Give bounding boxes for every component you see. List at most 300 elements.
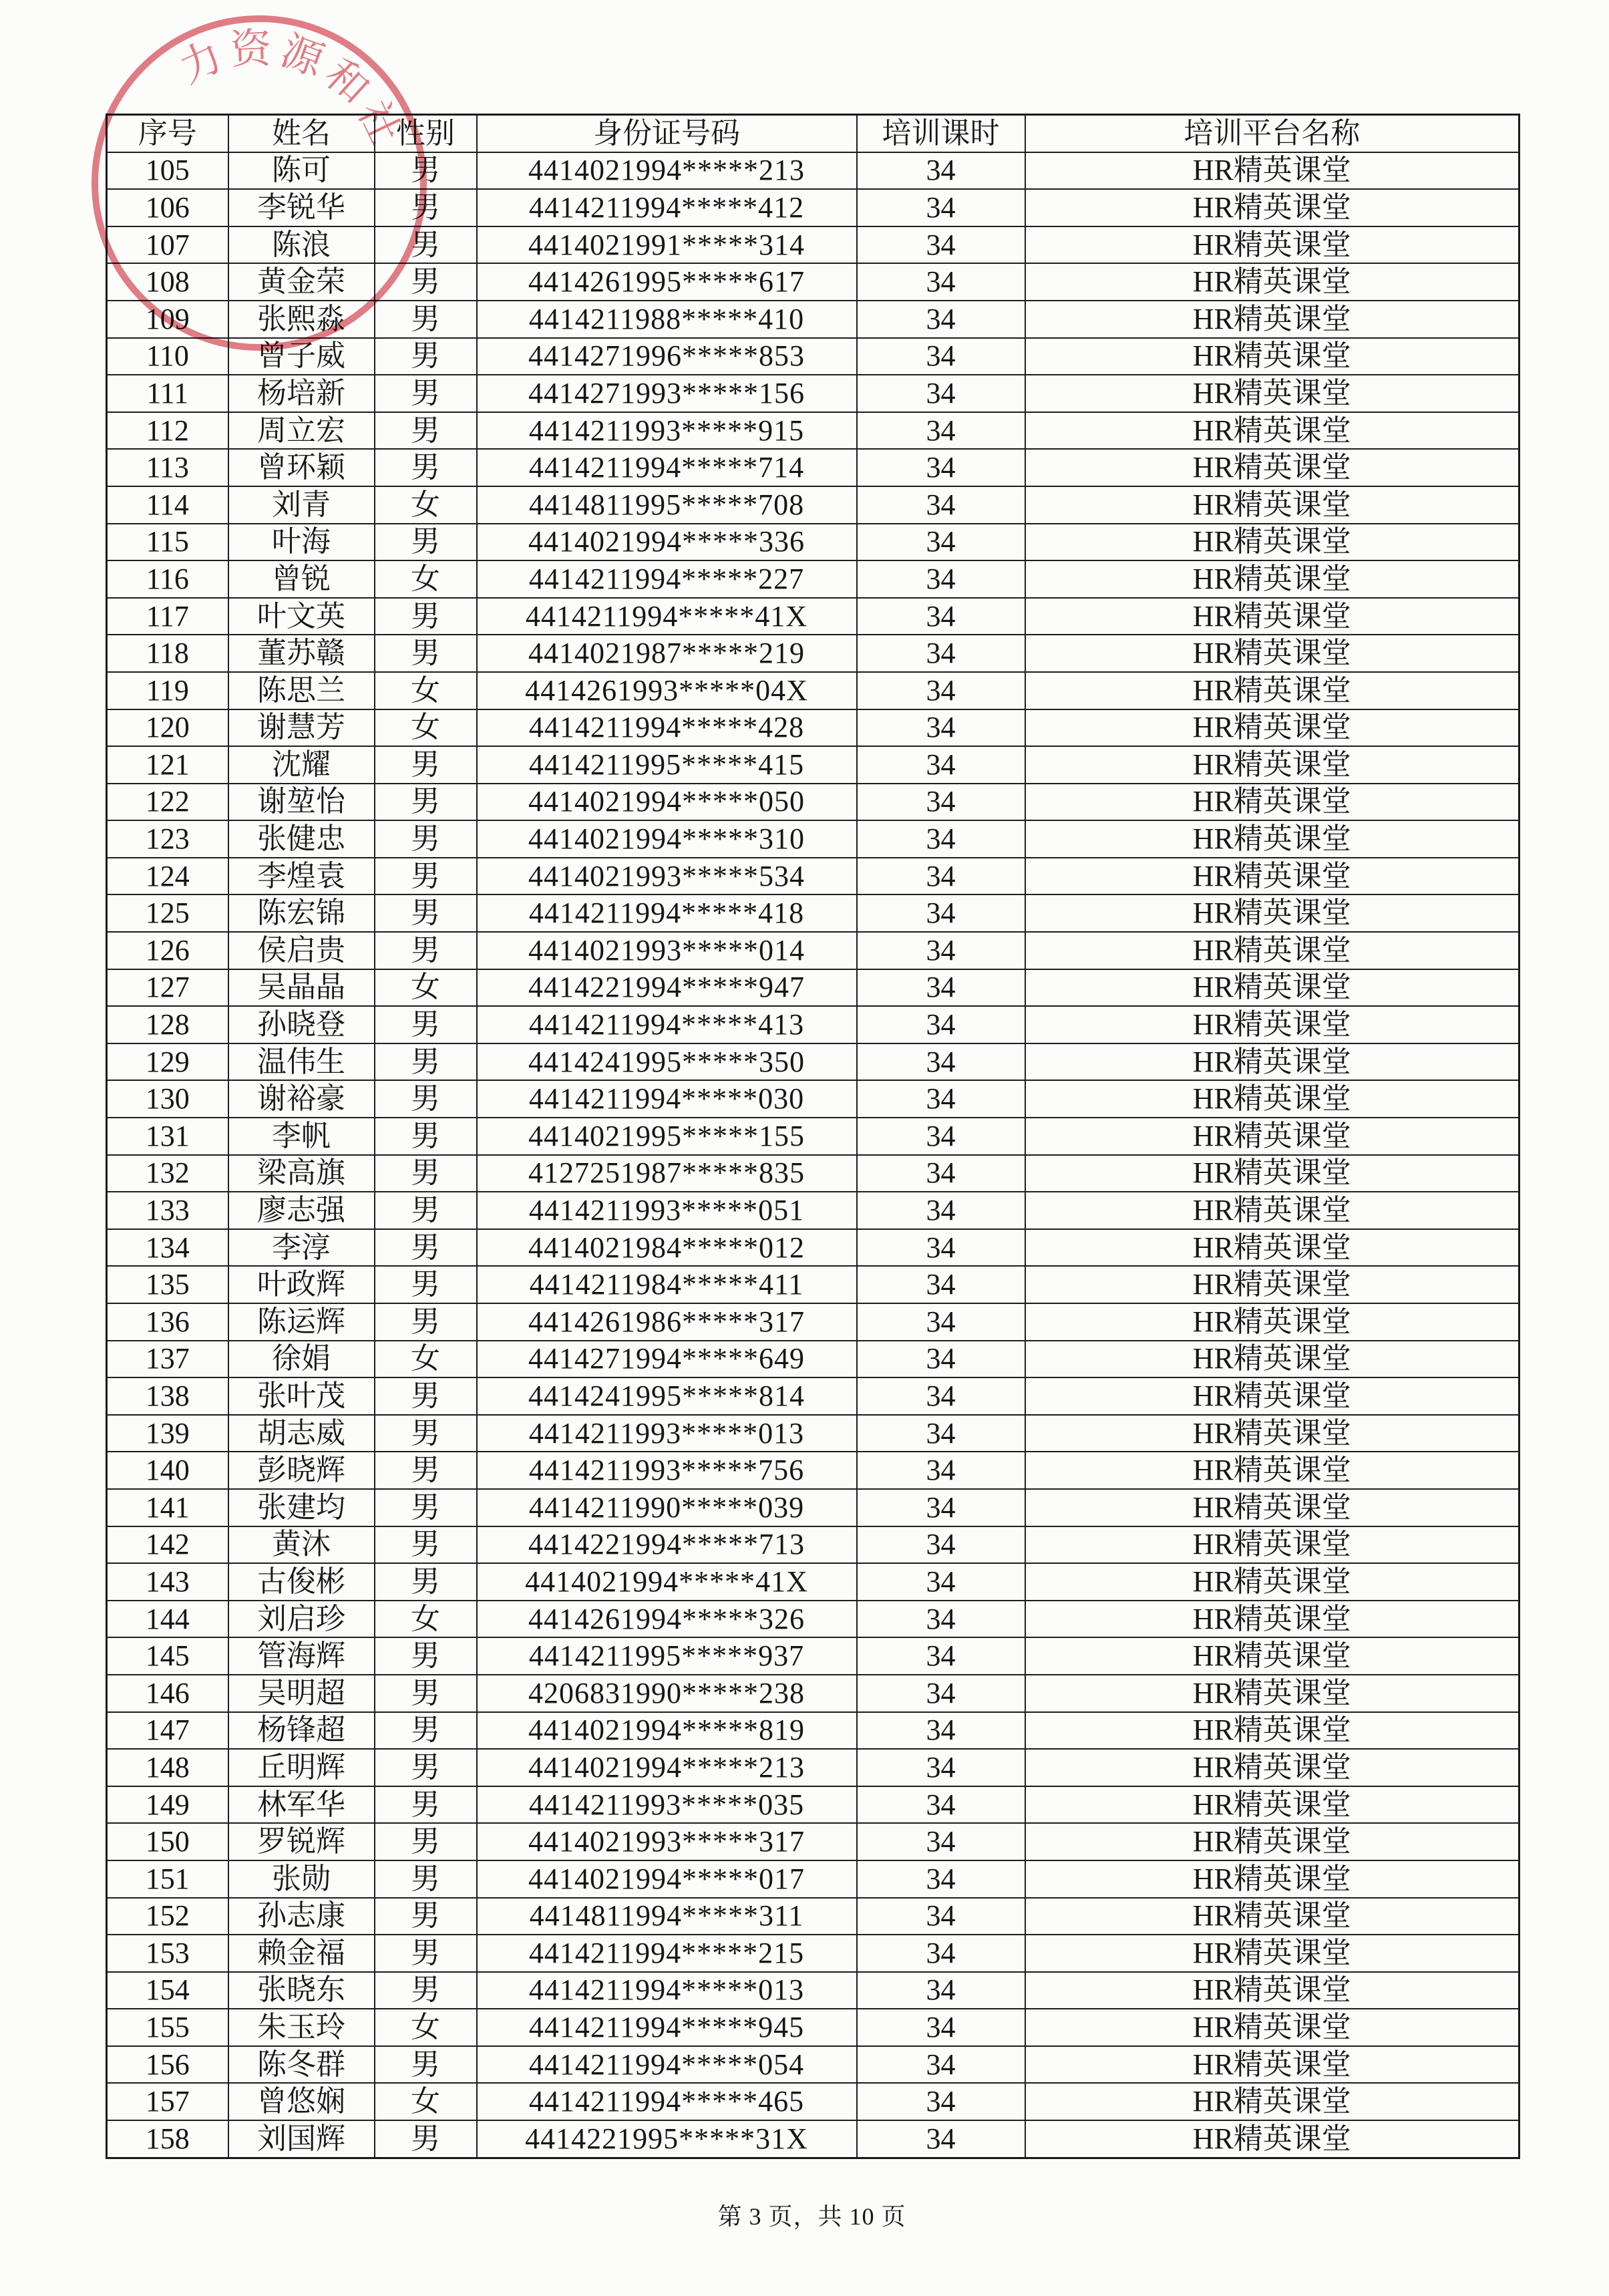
header-hours: 培训课时	[857, 115, 1025, 152]
table-row	[107, 635, 1519, 672]
cell-id-number: 4414021994*****310	[477, 820, 857, 858]
cell-gender: 男	[375, 1637, 477, 1675]
document-sheet	[106, 114, 1518, 2232]
table-row	[107, 2083, 1519, 2120]
cell-hours: 34	[857, 524, 1025, 561]
cell-name: 周立宏	[228, 412, 375, 450]
cell-gender: 男	[375, 375, 477, 412]
cell-name: 叶文英	[228, 598, 375, 635]
cell-seq: 125	[107, 894, 228, 932]
table-row	[107, 338, 1519, 375]
cell-name: 管海辉	[228, 1637, 375, 1675]
cell-id-number: 4414021991*****314	[477, 226, 857, 264]
cell-id-number: 4414021994*****336	[477, 524, 857, 561]
cell-name: 古俊彬	[228, 1563, 375, 1601]
cell-id-number: 4414271993*****156	[477, 375, 857, 412]
cell-seq: 134	[107, 1229, 228, 1267]
cell-id-number: 4414211994*****418	[477, 894, 857, 932]
cell-hours: 34	[857, 598, 1025, 635]
cell-gender: 男	[375, 598, 477, 635]
cell-seq: 139	[107, 1415, 228, 1452]
cell-gender: 男	[375, 1303, 477, 1341]
cell-name: 陈浪	[228, 226, 375, 264]
cell-platform: HR精英课堂	[1025, 858, 1519, 895]
table-row	[107, 858, 1519, 895]
cell-seq: 112	[107, 412, 228, 450]
cell-platform: HR精英课堂	[1025, 1935, 1519, 1972]
table-row	[107, 1935, 1519, 1972]
cell-name: 侯启贵	[228, 932, 375, 969]
cell-seq: 123	[107, 820, 228, 858]
cell-seq: 111	[107, 375, 228, 412]
cell-id-number: 4414211994*****465	[477, 2083, 857, 2120]
cell-platform: HR精英课堂	[1025, 1675, 1519, 1712]
cell-gender: 男	[375, 412, 477, 450]
cell-platform: HR精英课堂	[1025, 1786, 1519, 1824]
cell-hours: 34	[857, 1749, 1025, 1786]
cell-platform: HR精英课堂	[1025, 1489, 1519, 1526]
cell-id-number: 4206831990*****238	[477, 1675, 857, 1712]
cell-seq: 126	[107, 932, 228, 969]
cell-seq: 127	[107, 969, 228, 1007]
cell-platform: HR精英课堂	[1025, 1452, 1519, 1489]
cell-seq: 118	[107, 635, 228, 672]
cell-id-number: 4414221995*****31X	[477, 2120, 857, 2158]
table-row	[107, 226, 1519, 264]
cell-gender: 男	[375, 1043, 477, 1081]
cell-hours: 34	[857, 226, 1025, 264]
cell-gender: 男	[375, 1563, 477, 1601]
cell-id-number: 4414811994*****311	[477, 1898, 857, 1935]
cell-platform: HR精英课堂	[1025, 1192, 1519, 1229]
cell-gender: 男	[375, 449, 477, 486]
cell-id-number: 4414811995*****708	[477, 486, 857, 524]
cell-gender: 男	[375, 189, 477, 226]
table-row	[107, 1601, 1519, 1638]
cell-seq: 130	[107, 1080, 228, 1118]
cell-id-number: 4414211994*****428	[477, 709, 857, 747]
cell-name: 吴明超	[228, 1675, 375, 1712]
cell-hours: 34	[857, 189, 1025, 226]
table-row	[107, 152, 1519, 190]
cell-seq: 142	[107, 1526, 228, 1564]
cell-seq: 107	[107, 226, 228, 264]
cell-seq: 113	[107, 449, 228, 486]
table-row	[107, 1972, 1519, 2009]
cell-seq: 109	[107, 301, 228, 338]
cell-gender: 男	[375, 1489, 477, 1526]
cell-hours: 34	[857, 301, 1025, 338]
cell-seq: 153	[107, 1935, 228, 1972]
table-row	[107, 1452, 1519, 1489]
cell-gender: 男	[375, 263, 477, 301]
cell-seq: 129	[107, 1043, 228, 1081]
cell-id-number: 4414221994*****713	[477, 1526, 857, 1564]
cell-id-number: 4414211993*****051	[477, 1192, 857, 1229]
cell-hours: 34	[857, 672, 1025, 709]
table-row	[107, 1749, 1519, 1786]
cell-hours: 34	[857, 2009, 1025, 2046]
cell-hours: 34	[857, 820, 1025, 858]
table-row	[107, 1823, 1519, 1860]
cell-platform: HR精英课堂	[1025, 1563, 1519, 1601]
cell-id-number: 4414211994*****41X	[477, 598, 857, 635]
cell-gender: 男	[375, 1192, 477, 1229]
cell-seq: 149	[107, 1786, 228, 1824]
table-row	[107, 969, 1519, 1007]
cell-name: 谢慧芳	[228, 709, 375, 747]
cell-platform: HR精英课堂	[1025, 486, 1519, 524]
cell-name: 徐娟	[228, 1341, 375, 1378]
table-row	[107, 598, 1519, 635]
cell-id-number: 4414261986*****317	[477, 1303, 857, 1341]
cell-name: 叶政辉	[228, 1266, 375, 1303]
cell-platform: HR精英课堂	[1025, 1377, 1519, 1415]
cell-name: 林军华	[228, 1786, 375, 1824]
cell-platform: HR精英课堂	[1025, 301, 1519, 338]
cell-name: 李帆	[228, 1118, 375, 1155]
table-row	[107, 189, 1519, 226]
cell-gender: 男	[375, 1266, 477, 1303]
cell-platform: HR精英课堂	[1025, 1341, 1519, 1378]
cell-platform: HR精英课堂	[1025, 2083, 1519, 2120]
cell-hours: 34	[857, 1080, 1025, 1118]
cell-seq: 119	[107, 672, 228, 709]
cell-hours: 34	[857, 1935, 1025, 1972]
table-row	[107, 524, 1519, 561]
cell-gender: 男	[375, 1898, 477, 1935]
cell-seq: 154	[107, 1972, 228, 2009]
cell-gender: 男	[375, 1860, 477, 1898]
header-platform: 培训平台名称	[1025, 115, 1519, 152]
cell-name: 廖志强	[228, 1192, 375, 1229]
cell-seq: 108	[107, 263, 228, 301]
cell-id-number: 4414211994*****714	[477, 449, 857, 486]
cell-gender: 男	[375, 1155, 477, 1192]
cell-hours: 34	[857, 1898, 1025, 1935]
cell-id-number: 4414211994*****215	[477, 1935, 857, 1972]
cell-seq: 133	[107, 1192, 228, 1229]
table-row	[107, 1229, 1519, 1267]
cell-hours: 34	[857, 894, 1025, 932]
cell-id-number: 4414211990*****039	[477, 1489, 857, 1526]
cell-gender: 男	[375, 1006, 477, 1043]
cell-hours: 34	[857, 1563, 1025, 1601]
cell-platform: HR精英课堂	[1025, 672, 1519, 709]
cell-name: 梁高旗	[228, 1155, 375, 1192]
table-row	[107, 1303, 1519, 1341]
cell-hours: 34	[857, 449, 1025, 486]
cell-hours: 34	[857, 263, 1025, 301]
cell-seq: 116	[107, 560, 228, 598]
cell-gender: 女	[375, 486, 477, 524]
cell-name: 张健忠	[228, 820, 375, 858]
cell-seq: 105	[107, 152, 228, 190]
cell-name: 朱玉玲	[228, 2009, 375, 2046]
cell-hours: 34	[857, 932, 1025, 969]
cell-name: 曾环颖	[228, 449, 375, 486]
cell-hours: 34	[857, 969, 1025, 1007]
cell-hours: 34	[857, 1118, 1025, 1155]
table-row	[107, 1786, 1519, 1824]
cell-seq: 150	[107, 1823, 228, 1860]
cell-name: 张勋	[228, 1860, 375, 1898]
cell-id-number: 4414271994*****649	[477, 1341, 857, 1378]
cell-gender: 男	[375, 1935, 477, 1972]
table-row	[107, 412, 1519, 450]
cell-seq: 132	[107, 1155, 228, 1192]
cell-gender: 女	[375, 969, 477, 1007]
table-row	[107, 1341, 1519, 1378]
table-row	[107, 894, 1519, 932]
cell-name: 曾悠娴	[228, 2083, 375, 2120]
cell-name: 黄沐	[228, 1526, 375, 1564]
cell-gender: 男	[375, 784, 477, 821]
cell-seq: 148	[107, 1749, 228, 1786]
cell-hours: 34	[857, 1712, 1025, 1750]
cell-seq: 131	[107, 1118, 228, 1155]
table-row	[107, 1563, 1519, 1601]
cell-hours: 34	[857, 635, 1025, 672]
trainee-table	[106, 114, 1520, 2159]
cell-platform: HR精英课堂	[1025, 1229, 1519, 1267]
cell-hours: 34	[857, 709, 1025, 747]
cell-seq: 106	[107, 189, 228, 226]
cell-name: 李煌袁	[228, 858, 375, 895]
cell-seq: 140	[107, 1452, 228, 1489]
page-number: 第 3 页，共 10 页	[717, 2202, 906, 2230]
table-row	[107, 784, 1519, 821]
cell-gender: 男	[375, 1118, 477, 1155]
cell-id-number: 4414241995*****814	[477, 1377, 857, 1415]
cell-name: 张晓东	[228, 1972, 375, 2009]
cell-id-number: 4414211994*****227	[477, 560, 857, 598]
cell-platform: HR精英课堂	[1025, 1712, 1519, 1750]
cell-name: 陈运辉	[228, 1303, 375, 1341]
cell-gender: 男	[375, 1452, 477, 1489]
table-row	[107, 1006, 1519, 1043]
cell-id-number: 4414211993*****013	[477, 1415, 857, 1452]
table-row	[107, 932, 1519, 969]
cell-name: 李淳	[228, 1229, 375, 1267]
cell-gender: 男	[375, 2120, 477, 2158]
cell-id-number: 4414211995*****937	[477, 1637, 857, 1675]
cell-seq: 151	[107, 1860, 228, 1898]
cell-id-number: 4414211994*****945	[477, 2009, 857, 2046]
cell-seq: 128	[107, 1006, 228, 1043]
cell-gender: 男	[375, 1712, 477, 1750]
cell-name: 温伟生	[228, 1043, 375, 1081]
cell-hours: 34	[857, 1637, 1025, 1675]
cell-name: 张熙淼	[228, 301, 375, 338]
cell-platform: HR精英课堂	[1025, 524, 1519, 561]
cell-gender: 男	[375, 1972, 477, 2009]
cell-id-number: 4414221994*****947	[477, 969, 857, 1007]
cell-name: 杨锋超	[228, 1712, 375, 1750]
cell-seq: 146	[107, 1675, 228, 1712]
cell-name: 曾子威	[228, 338, 375, 375]
cell-platform: HR精英课堂	[1025, 784, 1519, 821]
header-seq: 序号	[107, 115, 228, 152]
cell-platform: HR精英课堂	[1025, 1080, 1519, 1118]
cell-gender: 男	[375, 226, 477, 264]
cell-hours: 34	[857, 1823, 1025, 1860]
cell-name: 陈冬群	[228, 2046, 375, 2084]
cell-gender: 女	[375, 1601, 477, 1638]
cell-hours: 34	[857, 2046, 1025, 2084]
cell-gender: 男	[375, 894, 477, 932]
cell-gender: 女	[375, 672, 477, 709]
cell-gender: 女	[375, 1341, 477, 1378]
cell-gender: 男	[375, 1675, 477, 1712]
cell-id-number: 4414261994*****326	[477, 1601, 857, 1638]
cell-platform: HR精英课堂	[1025, 2120, 1519, 2158]
table-row	[107, 1489, 1519, 1526]
cell-id-number: 4414211994*****013	[477, 1972, 857, 2009]
cell-seq: 155	[107, 2009, 228, 2046]
cell-gender: 男	[375, 635, 477, 672]
cell-gender: 男	[375, 1749, 477, 1786]
cell-hours: 34	[857, 152, 1025, 190]
cell-hours: 34	[857, 1377, 1025, 1415]
table-row	[107, 1637, 1519, 1675]
cell-platform: HR精英课堂	[1025, 598, 1519, 635]
cell-name: 刘青	[228, 486, 375, 524]
cell-hours: 34	[857, 486, 1025, 524]
cell-hours: 34	[857, 1229, 1025, 1267]
cell-seq: 115	[107, 524, 228, 561]
cell-gender: 女	[375, 709, 477, 747]
cell-id-number: 4414021987*****219	[477, 635, 857, 672]
cell-name: 陈宏锦	[228, 894, 375, 932]
cell-gender: 男	[375, 746, 477, 784]
cell-platform: HR精英课堂	[1025, 1860, 1519, 1898]
cell-id-number: 4414211993*****915	[477, 412, 857, 450]
cell-platform: HR精英课堂	[1025, 412, 1519, 450]
cell-name: 刘国辉	[228, 2120, 375, 2158]
cell-platform: HR精英课堂	[1025, 560, 1519, 598]
cell-id-number: 4414211988*****410	[477, 301, 857, 338]
cell-name: 彭晓辉	[228, 1452, 375, 1489]
seal-text: 力资源和社	[172, 25, 411, 157]
table-row	[107, 1118, 1519, 1155]
cell-gender: 男	[375, 1526, 477, 1564]
cell-platform: HR精英课堂	[1025, 1526, 1519, 1564]
cell-platform: HR精英课堂	[1025, 820, 1519, 858]
cell-gender: 男	[375, 820, 477, 858]
table-row	[107, 1712, 1519, 1750]
cell-hours: 34	[857, 1341, 1025, 1378]
cell-seq: 135	[107, 1266, 228, 1303]
cell-gender: 男	[375, 858, 477, 895]
cell-hours: 34	[857, 412, 1025, 450]
cell-platform: HR精英课堂	[1025, 1303, 1519, 1341]
cell-name: 丘明辉	[228, 1749, 375, 1786]
cell-platform: HR精英课堂	[1025, 2009, 1519, 2046]
cell-platform: HR精英课堂	[1025, 263, 1519, 301]
cell-platform: HR精英课堂	[1025, 189, 1519, 226]
cell-gender: 男	[375, 2046, 477, 2084]
cell-platform: HR精英课堂	[1025, 1043, 1519, 1081]
cell-platform: HR精英课堂	[1025, 635, 1519, 672]
cell-id-number: 4414211994*****412	[477, 189, 857, 226]
cell-id-number: 4414021984*****012	[477, 1229, 857, 1267]
cell-name: 董苏赣	[228, 635, 375, 672]
header-gender: 性别	[375, 115, 477, 152]
cell-id-number: 4414021994*****213	[477, 1749, 857, 1786]
table-row	[107, 1043, 1519, 1081]
cell-seq: 152	[107, 1898, 228, 1935]
cell-id-number: 4414261995*****617	[477, 263, 857, 301]
cell-platform: HR精英课堂	[1025, 746, 1519, 784]
table-row	[107, 486, 1519, 524]
table-row	[107, 449, 1519, 486]
cell-hours: 34	[857, 1860, 1025, 1898]
cell-name: 李锐华	[228, 189, 375, 226]
cell-hours: 34	[857, 1415, 1025, 1452]
table-row	[107, 301, 1519, 338]
cell-hours: 34	[857, 1452, 1025, 1489]
cell-id-number: 4414211994*****413	[477, 1006, 857, 1043]
header-id-number: 身份证号码	[477, 115, 857, 152]
cell-id-number: 4414271996*****853	[477, 338, 857, 375]
cell-seq: 137	[107, 1341, 228, 1378]
cell-gender: 女	[375, 2083, 477, 2120]
cell-hours: 34	[857, 1675, 1025, 1712]
cell-id-number: 4414211995*****415	[477, 746, 857, 784]
table-row	[107, 672, 1519, 709]
cell-seq: 124	[107, 858, 228, 895]
cell-platform: HR精英课堂	[1025, 709, 1519, 747]
cell-gender: 男	[375, 152, 477, 190]
table-row	[107, 1675, 1519, 1712]
cell-gender: 男	[375, 1415, 477, 1452]
cell-hours: 34	[857, 1192, 1025, 1229]
table-body	[107, 152, 1519, 2158]
cell-seq: 121	[107, 746, 228, 784]
cell-platform: HR精英课堂	[1025, 449, 1519, 486]
table-row	[107, 1898, 1519, 1935]
cell-seq: 144	[107, 1601, 228, 1638]
table-row	[107, 1192, 1519, 1229]
cell-platform: HR精英课堂	[1025, 1415, 1519, 1452]
cell-id-number: 4414211994*****030	[477, 1080, 857, 1118]
cell-seq: 117	[107, 598, 228, 635]
cell-platform: HR精英课堂	[1025, 152, 1519, 190]
cell-name: 孙晓登	[228, 1006, 375, 1043]
table-row	[107, 263, 1519, 301]
table-row	[107, 1860, 1519, 1898]
cell-gender: 男	[375, 1080, 477, 1118]
cell-name: 杨培新	[228, 375, 375, 412]
table-row	[107, 1080, 1519, 1118]
table-row	[107, 2120, 1519, 2158]
cell-platform: HR精英课堂	[1025, 1118, 1519, 1155]
cell-seq: 143	[107, 1563, 228, 1601]
cell-seq: 114	[107, 486, 228, 524]
cell-platform: HR精英课堂	[1025, 932, 1519, 969]
cell-name: 陈可	[228, 152, 375, 190]
table-row	[107, 709, 1519, 747]
cell-name: 吴晶晶	[228, 969, 375, 1007]
cell-platform: HR精英课堂	[1025, 338, 1519, 375]
cell-gender: 男	[375, 338, 477, 375]
cell-id-number: 4414241995*****350	[477, 1043, 857, 1081]
cell-id-number: 4414211994*****054	[477, 2046, 857, 2084]
cell-platform: HR精英课堂	[1025, 1637, 1519, 1675]
cell-hours: 34	[857, 2083, 1025, 2120]
cell-id-number: 4414021994*****41X	[477, 1563, 857, 1601]
